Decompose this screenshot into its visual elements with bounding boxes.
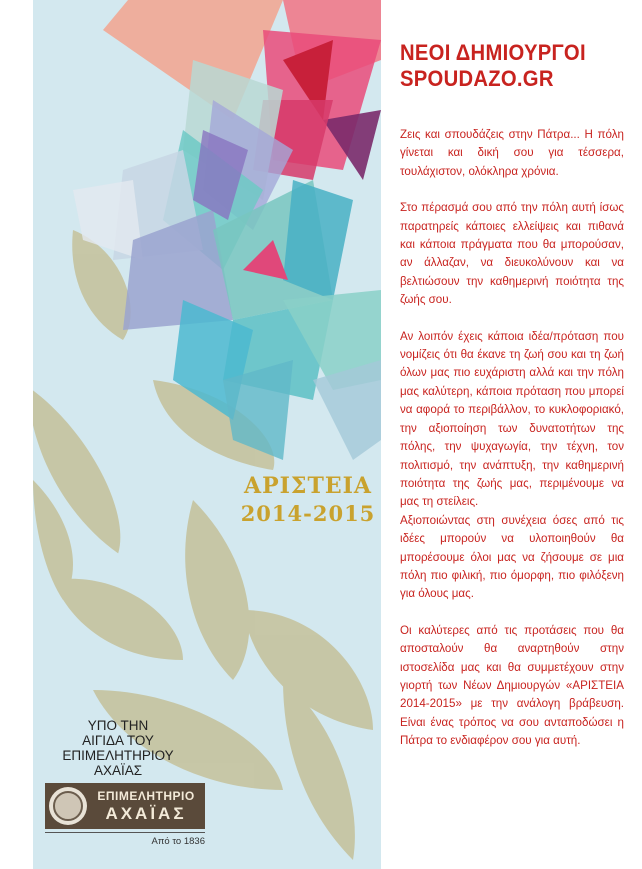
polygons <box>73 0 381 460</box>
page-title <box>400 40 606 92</box>
award-title: ΑΡΙΣΤΕΙΑ <box>244 473 372 499</box>
paragraph-awards: Οι καλύτερες από τις προτάσεις που θα αποσταλούν θα αναρτηθούν στην ιστοσελίδα μας και θα συμμετέχουν στην γιορτή των Νέων Δημιουργών «ΑΡΙΣΤΕΙΑ 2014-2015» με την ανάλογη βράβευση. Είναι ένας τρόπος να σου ανταποδώσει η Πάτρα το ενδιαφέρον σου για αυτή. <box>400 623 624 748</box>
title-line2: SPOUDAZO.GR <box>400 66 554 91</box>
paragraph-observations: Στο πέρασμά σου από την πόλη αυτή ίσως παρατηρείς κάποιες ελλείψεις και πιθανά και κάποια πράγματα που θα μπορούσαν, αν άλλαζαν, να διευκολύνουν και να βελτιώσουν την καθημερινή ποιότητα της ζωής σου. <box>400 201 624 307</box>
poster-art-panel <box>33 0 381 869</box>
award-title-block <box>238 472 378 528</box>
patron-line: ΑΧΑΪΑΣ <box>93 763 143 778</box>
paragraph-implementation: Αξιοποιώντας στη συνέχεια όσες από τις ιδέες μπορούν να υλοποιηθούν θα μπορέσουμε όλοι μας να ζήσουμε σε μια πόλη πιο φιλική, πιο όμορφη, πιο φιλόξενη για όλους μας. <box>400 513 624 601</box>
patron-text <box>43 718 193 778</box>
logo-divider <box>45 832 205 833</box>
patron-line: ΥΠΟ ΤΗΝ <box>87 718 149 733</box>
patron-line: ΑΙΓΙΔΑ ΤΟΥ <box>82 733 154 748</box>
title-line1: ΝΕΟΙ ΔΗΜΙΟΥΡΓΟΙ <box>400 40 586 65</box>
paragraph-intro: Ζεις και σπουδάζεις στην Πάτρα... Η πόλη γίνεται και δική σου για τέσσερα, τουλάχιστον, ολόκληρα χρόνια. <box>400 128 624 178</box>
text-column <box>400 40 624 751</box>
logo-text <box>87 788 205 824</box>
logo-line2: ΑΧΑΪΑΣ <box>105 804 187 823</box>
paragraph-proposal: Αν λοιπόν έχεις κάποια ιδέα/πρόταση που νομίζεις ότι θα έκανε τη ζωή σου και τη ζωή όλων μας πιο ευχάριστη αλλά και την πόλη μας καλύτερη, κάποια πρόταση που μπορεί να αφορά το περιβάλλον, το κυκλοφοριακό, την αξιοποίηση των δυνατοτήτων της πόλης, την ψυχαγωγία, την τέχνη, τον πολιτισμό, την ανάπτυξη, την καθημερινή ποιότητα της ζωής μας, περιμένουμε να μας τη στείλεις. <box>400 329 624 509</box>
chamber-logo <box>45 783 205 829</box>
seal-icon <box>49 787 87 825</box>
logo-since: Από το 1836 <box>151 836 205 847</box>
award-years: 2014-2015 <box>240 501 376 526</box>
logo-line1: ΕΠΙΜΕΛΗΤΗΡΙΟ <box>97 789 195 803</box>
patron-line: ΕΠΙΜΕΛΗΤΗΡΙΟΥ <box>62 748 174 763</box>
